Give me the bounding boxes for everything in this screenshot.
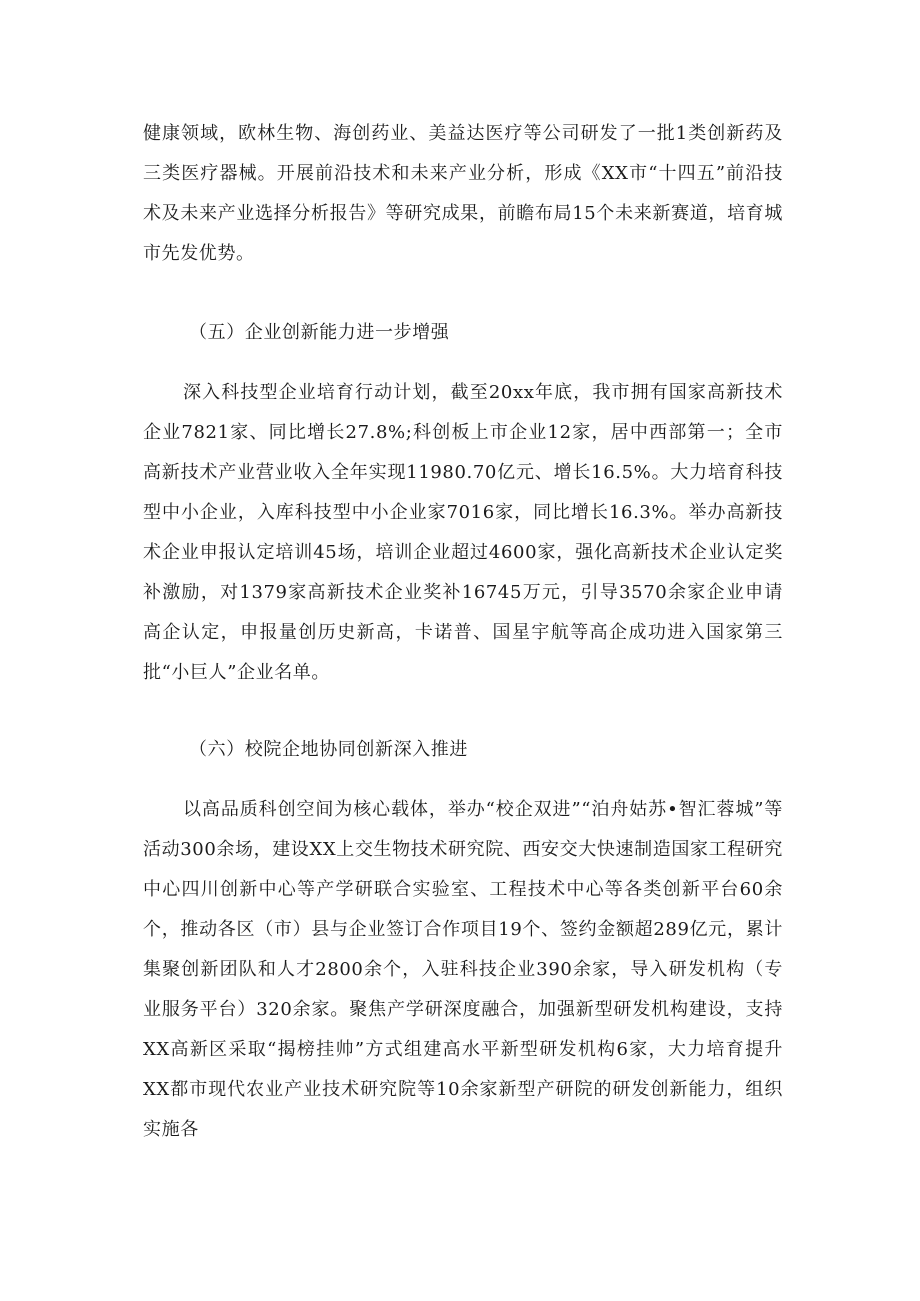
paragraph-text: 以高品质科创空间为核心载体，举办“校企双进”“泊舟姑苏•智汇蓉城”等活动300余场，建设XX上交生物技术研究院、西安交大快速制造国家工程研究中心四川创新中心等产学研联合实验室、工程技术中心等各类创新平台60余个，推动各区（市）县与企业签订合作项目19个、签约金额超289亿元，累计集聚创新团队和人才2800余个，入驻科技企业390余家，导入研发机构（专业服务平台）320余家。聚焦产学研深度融合，加强新型研发机构建设，支持XX高新区采取“揭榜挂帅”方式组建高水平新型研发机构6家，大力培育提升XX都市现代农业产业技术研究院等10余家新型产研院的研发创新能力，组织实施各: [143, 799, 783, 1140]
section-heading-text: （五）企业创新能力进一步增强: [189, 322, 450, 343]
paragraph-continued: [143, 114, 783, 274]
paragraph-enterprise-innovation: [143, 373, 783, 693]
paragraph-text: 健康领域，欧林生物、海创药业、美益达医疗等公司研发了一批1类创新药及三类医疗器械。开展前沿技术和未来产业分析，形成《XX市“十四五”前沿技术及未来产业选择分析报告》等研究成果，前瞻布局15个未来新赛道，培育城市先发优势。: [143, 123, 783, 264]
paragraph-text: 深入科技型企业培育行动计划，截至20xx年底，我市拥有国家高新技术企业7821家、同比增长27.8%;科创板上市企业12家，居中西部第一；全市高新技术产业营业收入全年实现11980.70亿元、增长16.5%。大力培育科技型中小企业，入库科技型中小企业家7016家，同比增长16.3%。举办高新技术企业申报认定培训45场，培训企业超过4600家，强化高新技术企业认定奖补激励，对1379家高新技术企业奖补16745万元，引导3570余家企业申请高企认定，申报量创历史新高，卡诺普、国星宇航等高企成功进入国家第三批“小巨人”企业名单。: [143, 382, 783, 683]
section-heading-5: [143, 313, 783, 353]
section-heading-6: [143, 730, 783, 770]
section-heading-text: （六）校院企地协同创新深入推进: [189, 739, 468, 760]
paragraph-collaborative-innovation: [143, 790, 783, 1150]
